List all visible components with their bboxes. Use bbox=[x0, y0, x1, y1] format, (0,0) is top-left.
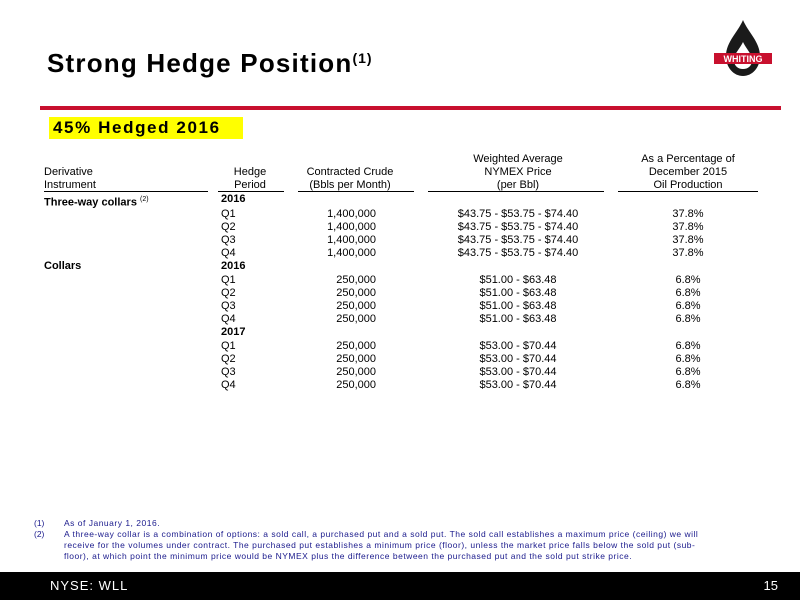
header-underline-pct bbox=[618, 191, 758, 192]
table-row-q: Q4 bbox=[221, 313, 236, 325]
table-row-price: $53.00 - $70.44 bbox=[479, 366, 557, 378]
logo-text: WHITING bbox=[723, 54, 763, 64]
table-row-q: Q1 bbox=[221, 208, 236, 220]
header-price-1: NYMEX Price bbox=[484, 166, 552, 178]
table-row-price: $43.75 - $53.75 - $74.40 bbox=[457, 234, 579, 246]
table-row-price: $53.00 - $70.44 bbox=[479, 379, 557, 391]
table-row-q: Q2 bbox=[221, 287, 236, 299]
table-row-pct: 6.8% bbox=[675, 340, 701, 352]
table-row-q: Q1 bbox=[221, 340, 236, 352]
year-2016-collars: 2016 bbox=[221, 260, 246, 272]
table-row-price: $43.75 - $53.75 - $74.40 bbox=[457, 208, 579, 220]
table-row-volume: 1,400,000 bbox=[327, 221, 376, 233]
table-row-pct: 37.8% bbox=[672, 208, 704, 220]
group-label-threeway bbox=[44, 193, 149, 210]
table-row-pct: 37.8% bbox=[672, 234, 704, 246]
table-row-pct: 6.8% bbox=[675, 313, 701, 325]
footnote-2-line-2: receive for the volumes under contract. The purchased put establishes a minimum price (floor), unless the market price falls below the sold put (sub- bbox=[64, 540, 696, 550]
table-row-price: $51.00 - $63.48 bbox=[479, 287, 557, 299]
header-price-0: Weighted Average bbox=[473, 153, 563, 165]
header-underline-volume bbox=[298, 191, 414, 192]
table-row-q: Q4 bbox=[221, 379, 236, 391]
year-2016-threeway: 2016 bbox=[221, 193, 246, 205]
page-number: 15 bbox=[763, 578, 778, 593]
header-underline-period bbox=[218, 191, 284, 192]
header-volume-2: (Bbls per Month) bbox=[309, 179, 391, 191]
table-row-price: $51.00 - $63.48 bbox=[479, 313, 557, 325]
table-row-q: Q3 bbox=[221, 300, 236, 312]
table-row-volume: 250,000 bbox=[336, 340, 376, 352]
table-row-volume: 1,400,000 bbox=[327, 208, 376, 220]
hedged-callout: 45% Hedged 2016 bbox=[49, 117, 243, 139]
header-pct-2: Oil Production bbox=[653, 179, 723, 191]
table-row-pct: 6.8% bbox=[675, 353, 701, 365]
table-row-volume: 250,000 bbox=[336, 366, 376, 378]
table-row-q: Q2 bbox=[221, 353, 236, 365]
table-row-pct: 6.8% bbox=[675, 300, 701, 312]
whiting-logo bbox=[712, 18, 774, 80]
footnote-1-text: As of January 1, 2016. bbox=[64, 518, 161, 528]
footnote-2-number: (2) bbox=[34, 529, 45, 539]
table-row-volume: 250,000 bbox=[336, 379, 376, 391]
table-row-price: $43.75 - $53.75 - $74.40 bbox=[457, 247, 579, 259]
table-row-volume: 250,000 bbox=[336, 300, 376, 312]
table-row-pct: 37.8% bbox=[672, 221, 704, 233]
table-row-pct: 6.8% bbox=[675, 366, 701, 378]
table-row-pct: 37.8% bbox=[672, 247, 704, 259]
page-title bbox=[47, 48, 373, 79]
header-instrument-2: Instrument bbox=[44, 179, 96, 191]
year-2017-collars: 2017 bbox=[221, 326, 246, 338]
table-row-pct: 6.8% bbox=[675, 287, 701, 299]
table-row-pct: 6.8% bbox=[675, 379, 701, 391]
table-row-q: Q3 bbox=[221, 366, 236, 378]
table-row-pct: 6.8% bbox=[675, 274, 701, 286]
header-price-2: (per Bbl) bbox=[496, 179, 540, 191]
title-footnote-ref: (1) bbox=[352, 50, 373, 66]
header-period-2: Period bbox=[234, 179, 266, 191]
threeway-footnote-ref: (2) bbox=[140, 196, 149, 203]
header-period-1: Hedge bbox=[233, 166, 267, 178]
table-row-price: $53.00 - $70.44 bbox=[479, 353, 557, 365]
header-pct-1: December 2015 bbox=[648, 166, 728, 178]
table-row-price: $43.75 - $53.75 - $74.40 bbox=[457, 221, 579, 233]
table-row-q: Q3 bbox=[221, 234, 236, 246]
table-row-q: Q4 bbox=[221, 247, 236, 259]
table-row-q: Q2 bbox=[221, 221, 236, 233]
header-pct-0: As a Percentage of bbox=[641, 153, 735, 165]
table-row-volume: 1,400,000 bbox=[327, 234, 376, 246]
table-row-price: $53.00 - $70.44 bbox=[479, 340, 557, 352]
title-divider bbox=[40, 106, 781, 110]
page-title-text: Strong Hedge Position bbox=[47, 48, 353, 78]
table-row-volume: 250,000 bbox=[336, 313, 376, 325]
table-row-price: $51.00 - $63.48 bbox=[479, 300, 557, 312]
table-row-volume: 250,000 bbox=[336, 287, 376, 299]
footnote-1-number: (1) bbox=[34, 518, 45, 528]
table-row-volume: 250,000 bbox=[336, 274, 376, 286]
footnote-2-line-3: floor), at which point the minimum price would be NYMEX plus the difference between the purchased put and the sold put strike price. bbox=[64, 551, 633, 561]
table-row-q: Q1 bbox=[221, 274, 236, 286]
header-underline-price bbox=[428, 191, 604, 192]
table-row-volume: 250,000 bbox=[336, 353, 376, 365]
threeway-label-text: Three-way collars bbox=[44, 196, 137, 209]
header-underline-instrument bbox=[44, 191, 208, 192]
footnote-2-line-1: A three-way collar is a combination of options: a sold call, a purchased put and a sold put. The sold call establishes a maximum price (ceiling) we will bbox=[64, 529, 699, 539]
table-row-volume: 1,400,000 bbox=[327, 247, 376, 259]
group-label-collars: Collars bbox=[44, 260, 82, 272]
header-instrument-1: Derivative bbox=[44, 166, 93, 178]
table-row-price: $51.00 - $63.48 bbox=[479, 274, 557, 286]
stock-ticker: NYSE: WLL bbox=[50, 578, 129, 593]
header-volume-1: Contracted Crude bbox=[306, 166, 394, 178]
